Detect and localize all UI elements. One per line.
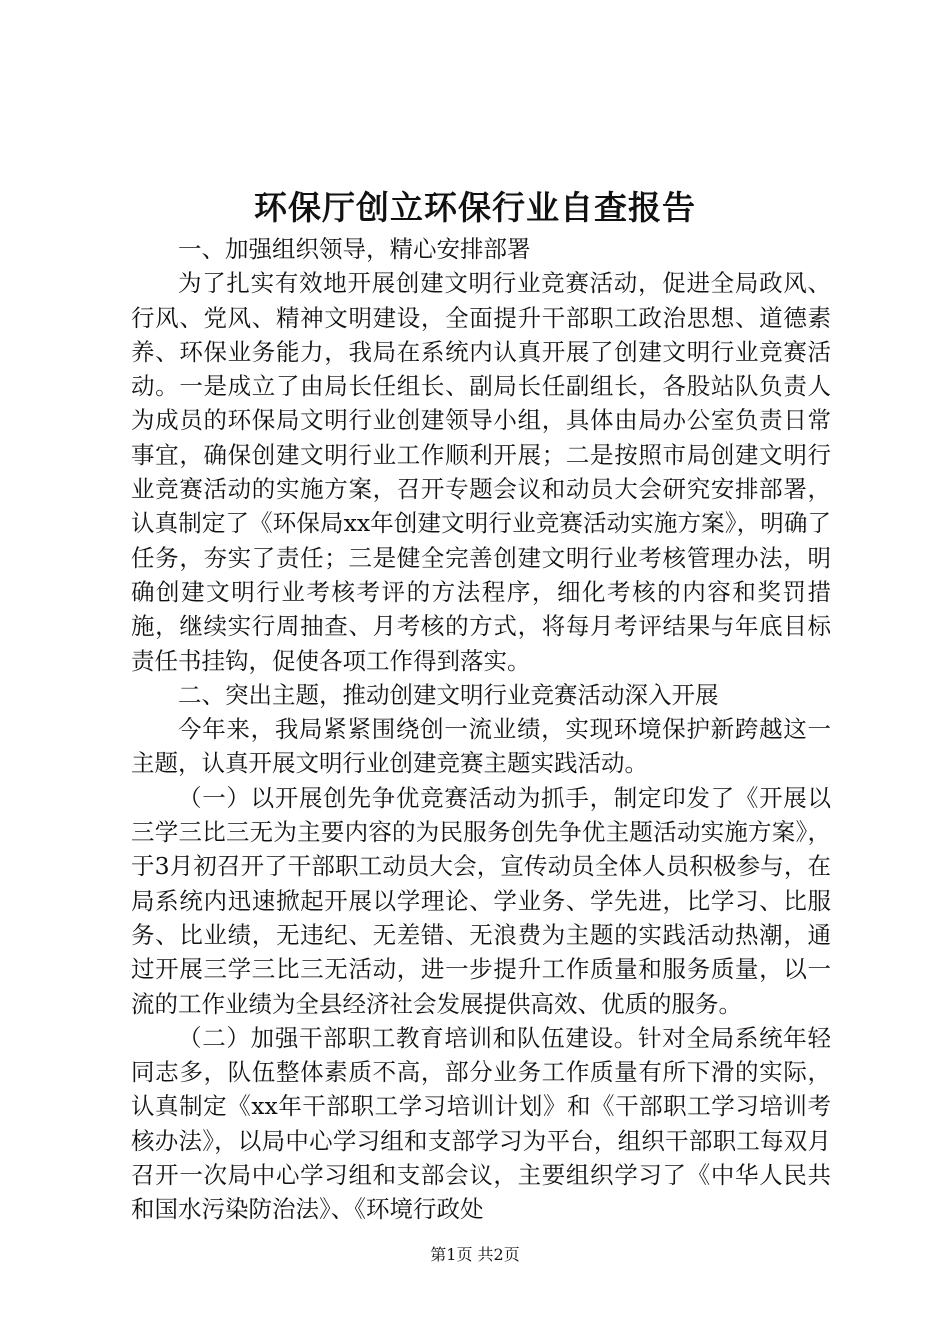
page-footer: 第1页 共2页	[430, 1245, 520, 1264]
body-paragraph-3: （一）以开展创先争优竞赛活动为抓手，制定印发了《开展以三学三比三无为主要内容的为民服务创先争优主题活动实施方案》，于3月初召开了干部职工动员大会，宣传动员全体人员积极参与，在局系统内迅速掀起开展以学理论、学业务、学先进，比学习、比服务、比业绩，无违纪、无差错、无浪费为主题的实践活动热潮，通过开展三学三比三无活动，进一步提升工作质量和服务质量，以一流的工作业绩为全县经济社会发展提供高效、优质的服务。	[131, 783, 831, 1018]
body-paragraph-2: 今年来，我局紧紧围绕创一流业绩，实现环境保护新跨越这一主题，认真开展文明行业创建竞赛主题实践活动。	[131, 715, 831, 778]
section-heading-2: 二、突出主题，推动创建文明行业竞赛活动深入开展	[178, 680, 719, 709]
section-heading-1: 一、加强组织领导，精心安排部署	[178, 235, 531, 263]
body-paragraph-4: （二）加强干部职工教育培训和队伍建设。针对全局系统年轻同志多，队伍整体素质不高，部分业务工作质量有所下滑的实际，认真制定《xx年干部职工学习培训计划》和《干部职工学习培训考核办法》，以局中心学习组和支部学习为平台，组织干部职工每双月召开一次局中心学习组和支部会议，主要组织学习了《中华人民共和国水污染防治法》、《环境行政处	[131, 1023, 831, 1224]
body-paragraph-1: 为了扎实有效地开展创建文明行业竞赛活动，促进全局政风、行风、党风、精神文明建设，全面提升干部职工政治思想、道德素养、环保业务能力，我局在系统内认真开展了创建文明行业竞赛活动。一是成立了由局长任组长、副局长任副组长，各股站队负责人为成员的环保局文明行业创建领导小组，具体由局办公室负责日常事宜，确保创建文明行业工作顺利开展；二是按照市局创建文明行业竞赛活动的实施方案，召开专题会议和动员大会研究安排部署，认真制定了《环保局xx年创建文明行业竞赛活动实施方案》，明确了任务，夯实了责任；三是健全完善创建文明行业考核管理办法，明确创建文明行业考核考评的方法程序，细化考核的内容和奖罚措施，继续实行周抽查、月考核的方式，将每月考评结果与年底目标责任书挂钩，促使各项工作得到落实。	[131, 269, 831, 675]
document-body	[131, 232, 831, 1227]
document-title: 环保厅创立环保行业自查报告	[254, 188, 696, 227]
